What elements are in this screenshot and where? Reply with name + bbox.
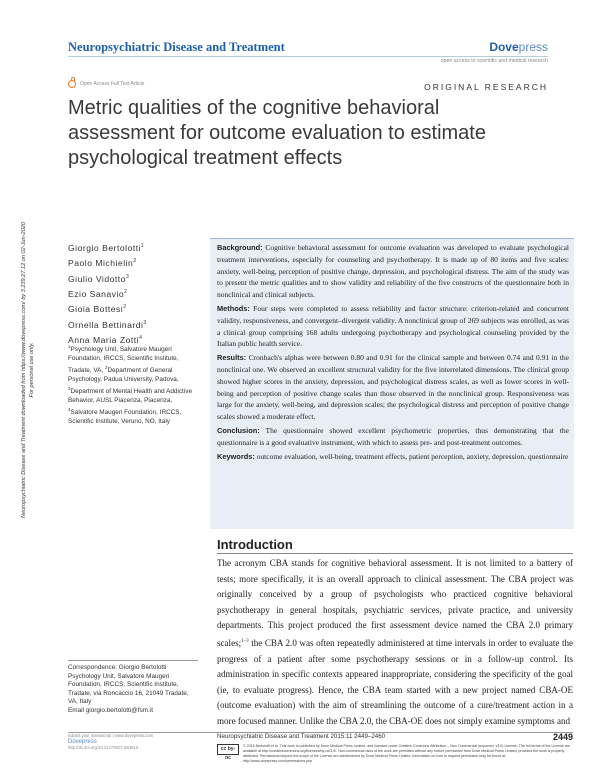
header-divider (68, 56, 548, 57)
abstract-keywords: Keywords: outcome evaluation, well-being, treatment effects, patient perception, anxiety, depression, questionnaire (217, 451, 569, 461)
publisher-brand-light: press (518, 40, 548, 54)
author: Anna Maria Zotti$^4$ (68, 335, 143, 346)
open-access-badge (68, 80, 144, 88)
author: Paolo Michielin$^2$ (68, 258, 137, 269)
affiliations: $^1$Psychology Unit, Salvatore Maugeri Foundation, IRCCS, Scientific Institute, Tradate, VA, $^2$Department of General Psychology, Padua University, Padova, $^3$Department of Mental Health and Addictive Behavior, AUSL Piacenza, Piacenza, $^4$Salvatore Maugeri Foundation, IRCCS, Scientific Institute, Veruno, NO, Italy (68, 344, 193, 425)
creative-commons-icon[interactable]: cc by-nc (217, 744, 239, 755)
license-text: © 2015 Bertolotti et al. This work is published by Dove Medical Press Limited, and licensed under Creative Commons Attribution – Non Commercial (unported, v3.0) License. The full terms of the License are available at http://creativecommons.org/licenses/by-nc/3.0/. Non-commercial uses of the work are permitted without any further permission from Dove Medical Press Limited, provided the work is properly attributed. Permissions beyond the scope of the License are administered by Dove Medical Press Limited. Information on how to request permission may be found at: http://www.dovepress.com/permissions.php (243, 744, 571, 763)
correspondence-email[interactable]: Email giorgio.bertolotti@fsm.it (68, 706, 153, 714)
article-type: ORIGINAL RESEARCH (424, 82, 548, 92)
introduction-divider (217, 553, 573, 554)
author-list (68, 240, 198, 348)
author: Giorgio Bertolotti$^1$ (68, 242, 145, 253)
publisher-brand-bold: Dove (489, 40, 519, 54)
correspondence-label: Correspondence: Giorgio Bertolotti (68, 664, 167, 671)
open-access-label: Open Access Full Text Article (80, 81, 145, 87)
introduction-heading: Introduction (217, 537, 293, 552)
article-title: Metric qualities of the cognitive behavioral assessment for outcome evaluation to estimate psychological treatment effects (68, 97, 486, 169)
author: Gioia Bottesi$^2$ (68, 304, 127, 315)
download-side-note (20, 150, 50, 590)
introduction-body: The acronym CBA stands for cognitive behavioral assessment. It is not limited to a battery of tests; more specifically, it is an overall approach to clinical assessment. The CBA project was originally conceived by a group of psychologists who practiced cognitive behavioral psychotherapy in general hospitals, psychiatric services, private practice, and university departments. This project produced the first assessment device named the CBA 2.0 primary scales;$^{1-3}$ the CBA 2.0 was often repeatedly administered at time intervals in order to evaluate the progress of a patient after some psychotherapy sessions or in a follow-up control. Its administration in specific contexts appeared inappropriate, considering the specificity of the goal (ie, to evaluate progress). Hence, the CBA team started with a new project named CBA-OE (outcome evaluation) with the aim of streamlining the outcome of a cure/treatment action in a more focused manner. Unlike the CBA 2.0, the CBA-OE does not simply examine symptoms and (217, 558, 573, 726)
publisher-logo[interactable] (441, 40, 548, 64)
abstract (217, 242, 569, 464)
abstract-conclusion: Conclusion: The questionnaire showed excellent psychometric properties, thus demonstrating that the questionnaire is a good evaluative instrument, with which to assess pre- and post-treatment outcomes. (217, 425, 569, 447)
author: Ezio Sanavio$^2$ (68, 288, 128, 299)
open-access-lock-icon (68, 80, 76, 88)
journal-name[interactable]: Neuropsychiatric Disease and Treatment (68, 40, 285, 54)
license-block (217, 744, 573, 764)
author: Ornella Bettinardi$^3$ (68, 319, 147, 330)
side-note-line-2: For personal use only. (29, 342, 35, 398)
footer-publisher (68, 733, 208, 751)
abstract-background: Background: Cognitive behavioral assessment for outcome evaluation was developed to evaluate psychological treatment interventions, especially for counseling and psychotherapy. It is made up of 80 items and five scales: anxiety, well-being, perception of positive change, depression, and psychological distress. The aim of the study was to present the metric qualities and to show validity and reliability of the five constructs of the questionnaire both in nonclinical and clinical subjects. (217, 243, 569, 300)
footer-brand[interactable]: Dovepress (68, 739, 97, 745)
author: Giulio Vidotto$^3$ (68, 273, 130, 284)
footer-citation: Neuropsychiatric Disease and Treatment 2015:11 2449–2460 (217, 733, 386, 740)
abstract-methods: Methods: Four steps were completed to assess reliability and factor structure: criterion-related and concurrent validity, responsiveness, and convergent–divergent validity. A nonclinical group of 269 subjects was enrolled, as was a clinical group comprising 168 adults undergoing psychotherapy and psychological counseling provided by the Italian public health service. (217, 303, 570, 349)
correspondence (68, 660, 198, 716)
page-number: 2449 (552, 732, 573, 742)
side-note-line-1: Neuropsychiatric Disease and Treatment downloaded from https://www.dovepress.com/ by 3.239.27.12 on 02-Jun-2020 (21, 222, 27, 518)
correspondence-address: Psychology Unit, Salvatore Maugeri Foundation, IRCCS, Scientific Institute, Tradate, via Roncaccio 16, 21049 Tradate, VA, Italy (68, 672, 189, 706)
doi-link[interactable]: http://dx.doi.org/10.2147/NDT.S84513 (68, 745, 139, 750)
citation-link[interactable]: 1–3 (241, 638, 249, 644)
publisher-tagline: open access to scientific and medical research (440, 58, 548, 64)
abstract-results: Results: Cronbach's alphas were between 0.80 and 0.91 for the clinical sample and between 0.74 and 0.91 in the nonclinical one. We observed an excellent structural validity for the five interrelated dimensions. The clinical group showed higher scores in the anxiety, depression, and psychological distress scales, as well as lower scores in well-being and perception of positive change scales than those observed in the nonclinical group. Responsiveness was large for the anxiety, well-being, and depression scales; the psychological distress and perception of positive change scales showed a moderate effect. (217, 353, 570, 422)
submit-manuscript-link[interactable]: submit your manuscript | www.dovepress.com (68, 733, 154, 738)
